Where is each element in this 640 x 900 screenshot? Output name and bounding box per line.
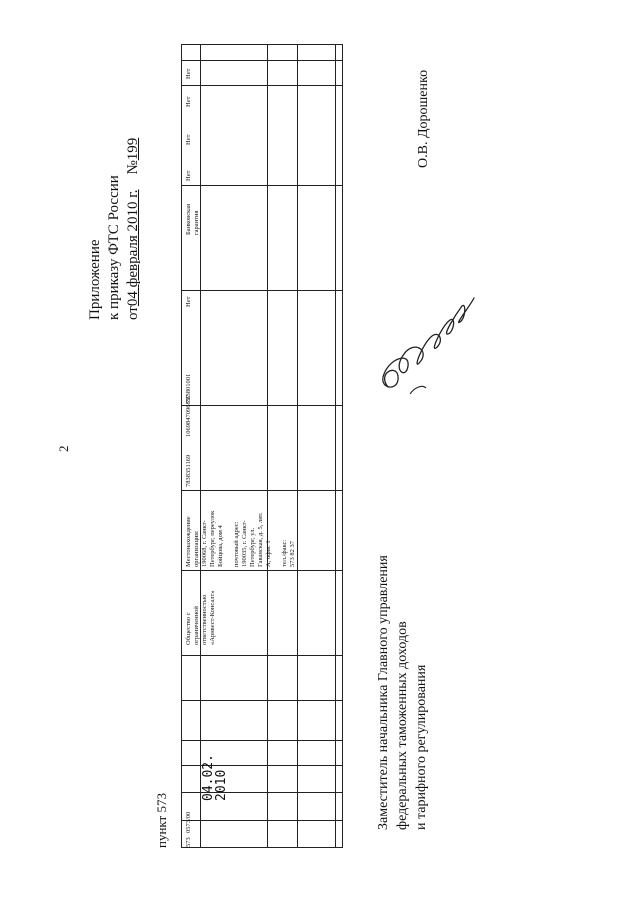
address-line: 573 82 37	[289, 541, 296, 567]
appendix-date-year: 2010 г.	[125, 189, 141, 232]
appendix-date-line	[124, 138, 143, 320]
address-line	[225, 511, 233, 567]
address-line: Бойцова, дом 4	[217, 525, 224, 567]
signatory-line: Заместитель начальника Главного управления	[376, 555, 391, 830]
guarantee-line: гарантия	[193, 210, 200, 235]
cell-no-5: Нет	[185, 68, 192, 79]
cell-issue-date-line1: 04.02.	[201, 754, 216, 801]
cell-issue-date-line2: 2010	[214, 769, 229, 801]
cell-inn: 7838351169	[185, 454, 192, 487]
appendix-date-month: февраля	[125, 235, 141, 288]
signatory-line: и тарифного регулирования	[414, 664, 429, 830]
org-name-line: «Арнвест-Консалт»	[209, 590, 216, 645]
cell-no-3: Нет	[185, 134, 192, 145]
cell-address	[185, 511, 297, 567]
cell-issue-date	[202, 754, 228, 801]
page-number: 2	[56, 445, 71, 452]
cell-no-4: Нет	[185, 96, 192, 107]
address-line: Петербург, ул.	[249, 527, 256, 567]
appendix-number-label: №	[125, 160, 141, 175]
cell-kpp: 783801001	[185, 373, 192, 403]
cell-ogrn: 1069847096857	[185, 394, 192, 437]
appendix-title: Приложение	[87, 239, 103, 320]
appendix-from: от	[125, 306, 141, 320]
cell-no-1: Нет	[185, 296, 192, 307]
registry-table	[181, 44, 343, 848]
address-line: Гаванская, д. 5, лит.	[257, 512, 264, 567]
address-line: Местонахождение	[185, 516, 192, 567]
cell-guarantee	[185, 204, 201, 235]
address-line: 190068, г. Санкт-	[201, 520, 208, 567]
org-name-line: ответственностью	[201, 594, 208, 645]
cell-reg-number: 0573/00	[185, 811, 192, 833]
cell-row-number: 573	[185, 837, 192, 847]
signatory-position	[374, 555, 431, 830]
handwritten-signature	[370, 292, 480, 402]
address-line: организации:	[193, 530, 200, 567]
appendix-order: к приказу ФТС России	[106, 175, 122, 320]
address-line: 190035, г. Санкт-	[241, 520, 248, 567]
section-label: пункт 573	[154, 793, 169, 848]
address-line: почтовый адрес:	[233, 521, 240, 567]
address-line: А, офис 1	[265, 540, 272, 567]
address-line: Петербург, переулок	[209, 510, 216, 567]
org-name-line: ограниченной	[193, 606, 200, 645]
guarantee-line: Банковская	[185, 203, 192, 235]
cell-no-2: Нет	[185, 170, 192, 181]
org-name-line: Общество с	[185, 612, 192, 645]
appendix-number: 199	[125, 137, 141, 161]
address-line	[273, 511, 281, 567]
cell-organization-name	[185, 590, 217, 645]
appendix-date-day: 04	[125, 291, 141, 307]
signatory-line: федеральных таможенных доходов	[395, 621, 410, 830]
appendix-header	[86, 138, 143, 320]
address-line: тел./факс:	[281, 539, 288, 567]
signatory-name: О.В. Дорошенко	[416, 69, 431, 168]
